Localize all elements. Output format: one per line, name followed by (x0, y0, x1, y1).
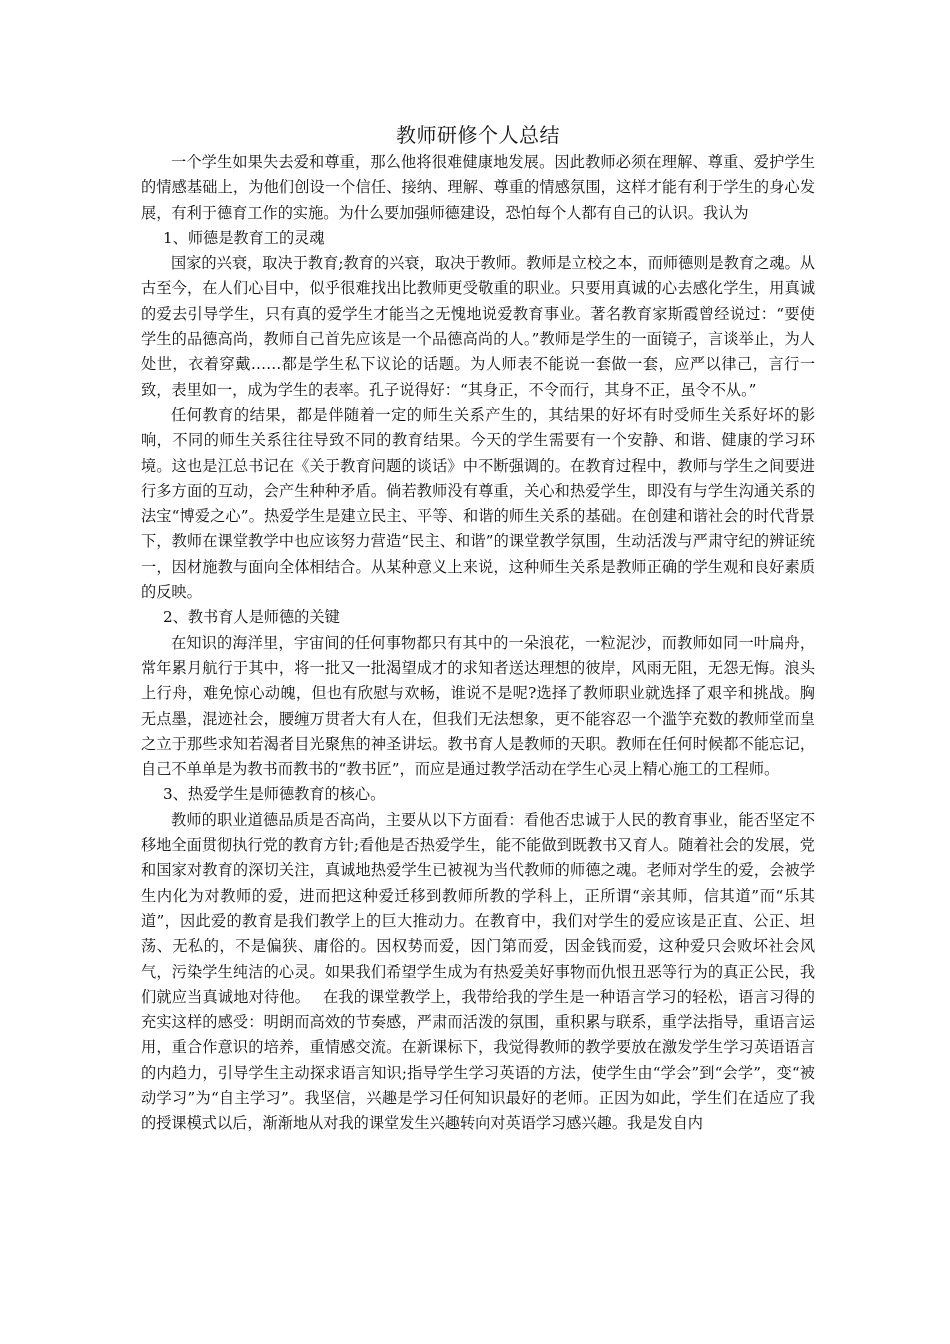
document-body (141, 120, 815, 1137)
intro-paragraph: 一个学生如果失去爱和尊重，那么他将很难健康地发展。因此教师必须在理解、尊重、爱护学生的情感基础上，为他们创设一个信任、接纳、理解、尊重的情感氛围，这样才能有利于学生的身心发展，有利于德育工作的实施。为什么要加强师德建设，恐怕每个人都有自己的认识。我认为 (141, 153, 815, 222)
section-1-paragraph-1: 国家的兴衰，取决于教育;教育的兴衰，取决于教师。教师是立校之本，而师德则是教育之魂。从古至今，在人们心目中，似乎很难找出比教师更受敬重的职业。只要用真诚的心去感化学生，用真诚的爱去引导学生，只有真的爱学生才能当之无愧地说爱教育事业。著名教育家斯霞曾经说过：“要使学生的品德高尚，教师自己首先应该是一个品德高尚的人。”教师是学生的一面镜子，言谈举止，为人处世，衣着穿戴……都是学生私下议论的话题。为人师表不能说一套做一套，应严以律己，言行一致，表里如一，成为学生的表率。孔子说得好：“其身正，不令而行，其身不正，虽令不从。” (141, 254, 815, 399)
section-heading-2: 2、教书育人是师德的关键 (163, 608, 340, 627)
section-3-paragraph-1: 教师的职业道德品质是否高尚，主要从以下方面看：看他否忠诚于人民的教育事业，能否坚定不移地全面贯彻执行党的教育方针;看他是否热爱学生，能不能做到既教书又育人。随着社会的发展，党和国家对教育的深切关注，真诚地热爱学生已被视为当代教师的师德之魂。老师对学生的爱，会被学生内化为对教师的爱，进而把这种爱迁移到教师所教的学科上，正所谓“亲其师，信其道”而“乐其道”，因此爱的教育是我们教学上的巨大推动力。在教育中，我们对学生的爱应该是正直、公正、坦荡、无私的，不是偏狭、庸俗的。因权势而爱，因门第而爱，因金钱而爱，这种爱只会败坏社会风气，污染学生纯洁的心灵。如果我们希望学生成为有热爱美好事物而仇恨丑恶等行为的真正公民，我们就应当真诚地对待他。 在我的课堂教学上，我带给我的学生是一种语言学习的轻松，语言习得的充实这样的感受：明朗而高效的节奏感，严肃而活泼的氛围，重积累与联系，重学法指导，重语言运用，重合作意识的培养，重情感交流。在新课标下，我觉得教师的教学要放在激发学生学习英语语言的内趋力，引导学生主动探求语言知识;指导学生学习英语的方法，使学生由“学会”到“会学”，变“被动学习”为“自主学习”。我坚信，兴趣是学习任何知识最好的老师。正因为如此，学生们在适应了我的授课模式以后，渐渐地从对我的课堂发生兴趣转向对英语学习感兴趣。我是发自内 (141, 810, 815, 1133)
section-1-paragraph-2: 任何教育的结果，都是伴随着一定的师生关系产生的，其结果的好坏有时受师生关系好坏的影响，不同的师生关系往往导致不同的教育结果。今天的学生需要有一个安静、和谐、健康的学习环境。这也是江总书记在《关于教育问题的谈话》中不断强调的。在教育过程中，教师与学生之间要进行多方面的互动，会产生种种矛盾。倘若教师没有尊重，关心和热爱学生，即没有与学生沟通关系的法宝“博爱之心”。热爱学生是建立民主、平等、和谐的师生关系的基础。在创建和谐社会的时代背景下，教师在课堂教学中也应该努力营造“民主、和谐”的课堂教学氛围，生动活泼与严肃守纪的辨证统一，因材施教与面向全体相结合。从某种意义上来说，这种师生关系是教师正确的学生观和良好素质的反映。 (141, 405, 815, 602)
section-heading-3: 3、热爱学生是师德教育的核心。 (163, 785, 386, 804)
document-title: 教师研修个人总结 (396, 123, 560, 147)
section-heading-1: 1、师德是教育工的灵魂 (163, 228, 325, 247)
section-2-paragraph-1: 在知识的海洋里，宇宙间的任何事物都只有其中的一朵浪花，一粒泥沙，而教师如同一叶扁舟，常年累月航行于其中，将一批又一批渴望成才的求知者送达理想的彼岸，风雨无阻，无怨无悔。浪头上行舟，难免惊心动魄，但也有欣慰与欢畅，谁说不是呢?选择了教师职业就选择了艰辛和挑战。胸无点墨，混迹社会，腰缠万贯者大有人在，但我们无法想象，更不能容忍一个滥竽充数的教师堂而皇之立于那些求知若渴者目光聚焦的神圣讲坛。教书育人是教师的天职。教师在任何时候都不能忘记，自己不单单是为教书而教书的“教书匠”，而应是通过教学活动在学生心灵上精心施工的工程师。 (141, 633, 815, 779)
